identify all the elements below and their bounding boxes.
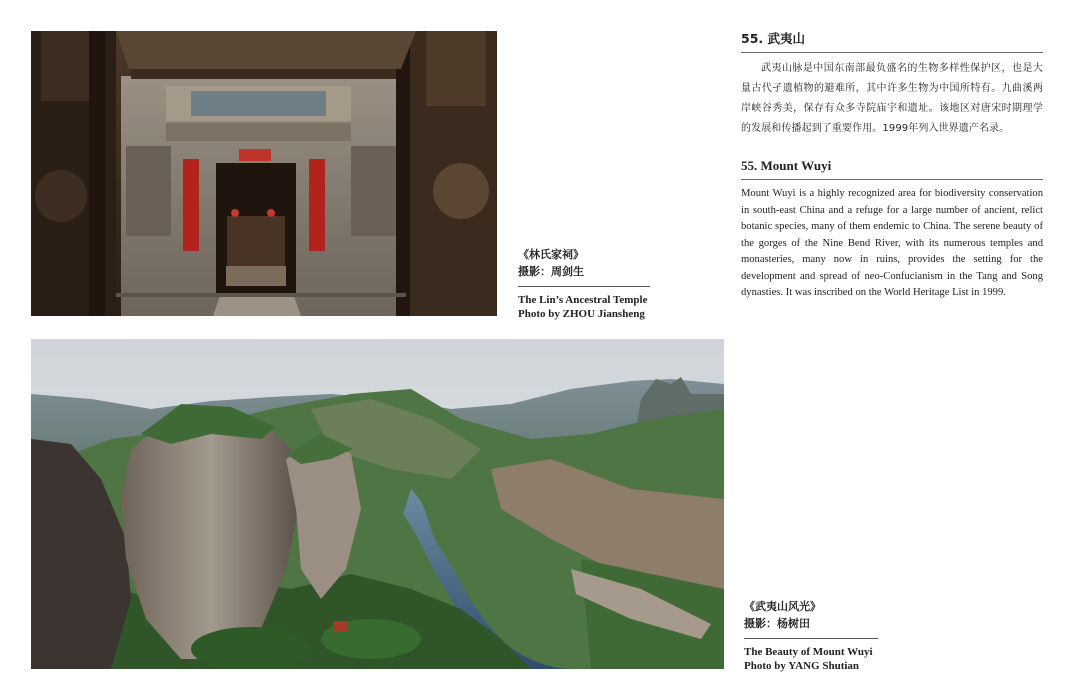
landscape-title-cn: 《武夷山风光》: [744, 600, 821, 613]
caption-divider: [744, 638, 878, 639]
heading-cn: 55. 武夷山: [741, 30, 1043, 53]
heading-en: 55. Mount Wuyi: [741, 157, 1043, 180]
temple-title-en: The Lin’s Ancestral Temple: [518, 294, 648, 306]
temple-photo: [31, 31, 497, 316]
temple-photographer-cn: 摄影：周剑生: [518, 265, 584, 278]
temple-title-cn: 《林氏家祠》: [518, 248, 584, 261]
temple-caption: [518, 246, 650, 321]
paragraph-cn: 武夷山脉是中国东南部最负盛名的生物多样性保护区，也是大量古代孑遗植物的避难所，其中许多生物为中国所特有。九曲溪两岸峡谷秀美，保存有众多寺院庙宇和遗址。该地区对唐宋时期理学的发展和传播起到了重要作用。1999年列入世界遗产名录。: [741, 63, 1043, 134]
landscape-photographer-en: Photo by YANG Shutian: [744, 660, 860, 672]
landscape-title-en: The Beauty of Mount Wuyi: [744, 646, 873, 658]
landscape-photographer-cn: 摄影：杨树田: [744, 617, 810, 630]
landscape-photo: [31, 339, 724, 669]
landscape-caption: [744, 598, 878, 673]
caption-divider: [518, 286, 650, 287]
description-text-block: [741, 30, 1043, 302]
temple-photographer-en: Photo by ZHOU Jiansheng: [518, 308, 645, 320]
paragraph-en: Mount Wuyi is a highly recognized area for biodiversity conservation in south-east China and a refuge for a large number of ancient, relict botanic species, many of them endemic to China. The serene beauty of the gorges of the Nine Bend River, with its numerous temples and monasteries, many now in ruins, provides the setting for the development and spread of neo-Confucianism in the Tang and Song dynasties. It was inscribed on the World Heritage List in 1999.: [741, 188, 1043, 298]
